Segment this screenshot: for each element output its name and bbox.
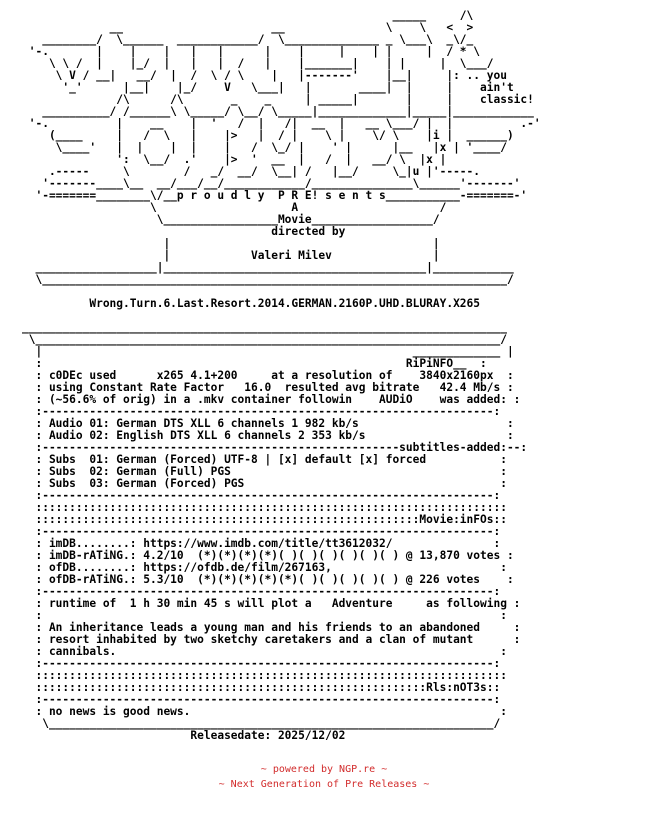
nfo-line: ::::::::::::::::::::::::::::::::::::::::::::::::::::::::::Rls:nOT3s::: [35, 681, 501, 694]
nfo-line: | |: [163, 237, 440, 250]
nfo-line: ::::::::::::::::::::::::::::::::::::::::::::::::::::::::::::::::::::::: [35, 501, 507, 514]
nfo-line: | Valeri Milev |: [163, 249, 440, 262]
nfo-line: \ A /: [149, 201, 447, 214]
nfo-line: _____ /\: [392, 9, 474, 22]
nfo-line: \_____________________________________________________________________/: [28, 333, 507, 346]
nfo-line: : ofDB-rATiNG.: 5.3/10 (*)(*)(*)(*)(*)( )( )( )( )( ) @ 226 votes :: [35, 573, 514, 586]
nfo-line: : (~56.6% of orig) in a .mkv container followin AUDiO was added: :: [35, 393, 521, 406]
nfo-line: __________________|_______________________________________|____________: [35, 261, 514, 274]
nfo-line: :-----------------------------------------------------subtitles-added:--:: [35, 441, 528, 454]
nfo-ascii-art: [22, 10, 541, 742]
nfo-line: \_________________Movie__________________/: [156, 213, 440, 226]
nfo-line: : resort inhabited by two sketchy caretakers and a clan of mutant :: [35, 633, 521, 646]
nfo-line: :::::::::::::::::::::::::::::::::::::::::::::::::::::::::Movie:inFOs::: [35, 513, 507, 526]
nfo-line: Releasedate: 2025/12/02: [190, 729, 346, 742]
nfo-line: : RiPiNFO__ :: [35, 357, 487, 370]
nfo-line: '-=======________\/__p r o u d l y P R E! s e n t s___________-=======-': [35, 189, 528, 202]
nfo-line: : using Constant Rate Factor 16.0 resulted avg bitrate 42.4 Mb/s :: [35, 381, 514, 394]
nfo-line: directed by: [271, 225, 346, 238]
nfo-line: '-------____\__ __/___/__/____________/_______________\______'-------': [42, 177, 521, 190]
nfo-line: /\ /\ _ _ | _____| | | classic!: [116, 93, 534, 106]
nfo-line: | _____________ |: [35, 345, 514, 358]
nfo-line: (____ | / \ | |> | / | \ | \/ \ |i | ______): [48, 129, 514, 142]
nfo-line: : imDB........: https://www.imdb.com/title/tt3612032/ :: [35, 537, 501, 550]
nfo-line: :-------------------------------------------------------------------:: [35, 405, 501, 418]
footer-powered-by: ~ powered by NGP.re ~: [260, 764, 388, 775]
nfo-line: : no news is good news. :: [35, 705, 507, 718]
nfo-line: : Subs 01: German (Forced) UTF-8 | [x] default [x] forced :: [35, 453, 507, 466]
nfo-line: : runtime of 1 h 30 min 45 s will plot a Adventure as following :: [35, 597, 521, 610]
nfo-line: : :: [35, 609, 507, 622]
nfo-line: ________________________________________________________________________: [22, 321, 507, 334]
nfo-line: ::::::::::::::::::::::::::::::::::::::::::::::::::::::::::::::::::::::: [35, 669, 507, 682]
nfo-line: :-------------------------------------------------------------------:: [35, 693, 501, 706]
nfo-line: : Subs 03: German (Forced) PGS :: [35, 477, 507, 490]
nfo-line: : ofDB........: https://ofdb.de/film/267163, :: [35, 561, 507, 574]
nfo-line: \_____________________________________________________________________/: [35, 273, 514, 286]
nfo-line: '_' |__| |_/ V \___| | ____| | | ain't: [62, 81, 514, 94]
nfo-line: : cannibals. :: [35, 645, 507, 658]
nfo-line: : Audio 01: German DTS XLL 6 channels 1 982 kb/s :: [35, 417, 514, 430]
nfo-line: :-------------------------------------------------------------------:: [35, 657, 501, 670]
nfo-line: '-. | | | | | | | | | | | / * \: [28, 45, 481, 58]
nfo-line: '-. | __ | ' / | /| __ | __ \___/ | | .-': [28, 117, 541, 130]
nfo-line: __ __ \ \ < >: [109, 21, 474, 34]
nfo-line: :-------------------------------------------------------------------:: [35, 585, 501, 598]
nfo-line: \ V / __| __/ | / \ / \ | |-------' |__| |: .. you: [55, 69, 507, 82]
nfo-line: Wrong.Turn.6.Last.Resort.2014.GERMAN.2160P.UHD.BLURAY.X265: [89, 297, 481, 310]
nfo-line: : Audio 02: English DTS XLL 6 channels 2 353 kb/s :: [35, 429, 514, 442]
nfo-line: : imDB-rATiNG.: 4.2/10 (*)(*)(*)(*)( )( )( )( )( )( ) @ 13,870 votes :: [35, 549, 514, 562]
nfo-line: \ \ / | |_/ | | | / | |_______| | | | \___/: [48, 57, 494, 70]
nfo-line: ': \__/ .' |> ' __ | / | __/ \ |x |: [116, 153, 447, 166]
nfo-line: .----- \ / _/ __/ \__| / |__/ \_|u |'-----.: [48, 165, 481, 178]
nfo-line: : c0DEc used x265 4.1+200 at a resolution of 3840x2160px :: [35, 369, 514, 382]
nfo-line: __________/ /______\ \_____/ \__/ \_____|_____________|_____|____________: [42, 105, 534, 118]
footer-tagline: ~ Next Generation of Pre Releases ~: [218, 779, 430, 790]
nfo-line: :-------------------------------------------------------------------:: [35, 525, 501, 538]
nfo-line: \__________________________________________________________________/: [42, 717, 501, 730]
nfo-line: : An inheritance leads a young man and his friends to an abandoned :: [35, 621, 521, 634]
nfo-line: \____' | | | | | / \_/ | ' | |__ |x | '____/: [55, 141, 507, 154]
nfo-line: ________/ \______ ____________/ \______________ _ \___\ _\/_: [42, 33, 474, 46]
nfo-line: :-------------------------------------------------------------------:: [35, 489, 501, 502]
nfo-line: : Subs 02: German (Full) PGS :: [35, 465, 507, 478]
